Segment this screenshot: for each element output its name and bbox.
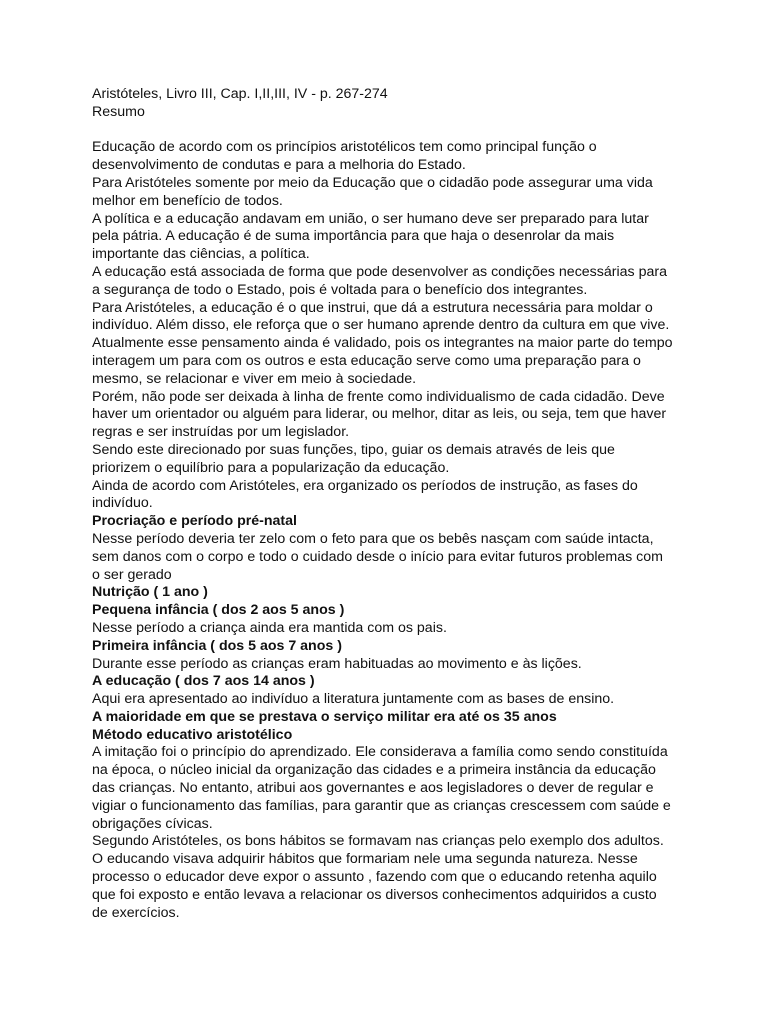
text-line: pela pátria. A educação é de suma importância para que haja o desenrolar da mais <box>92 228 615 245</box>
text-line: A educação está associada de forma que pode desenvolver as condições necessárias para <box>92 263 667 280</box>
section-heading: Nutrição ( 1 ano ) <box>92 584 208 601</box>
document-subtitle: Resumo <box>92 103 145 120</box>
text-line: na época, o núcleo inicial da organização das cidades e a primeira instância da educação <box>92 762 656 779</box>
text-line: Porém, não pode ser deixada à linha de frente como individualismo de cada cidadão. Deve <box>92 388 665 405</box>
text-line: melhor em benefício de todos. <box>92 192 283 209</box>
text-line: mesmo, se relacionar e viver em meio à sociedade. <box>92 370 417 387</box>
text-line: das crianças. No entanto, atribui aos governantes e aos legisladores o dever de regular e <box>92 780 654 797</box>
text-line: priorizem o equilíbrio para a popularização da educação. <box>92 459 450 476</box>
text-line: obrigações cívicas. <box>92 815 213 832</box>
document-body <box>92 86 682 922</box>
text-line: Para Aristóteles somente por meio da Educação que o cidadão pode assegurar uma vida <box>92 174 653 191</box>
text-line: O educando visava adquirir hábitos que formariam nele uma segunda natureza. Nesse <box>92 851 638 868</box>
text-line: Nesse período a criança ainda era mantida com os pais. <box>92 619 447 636</box>
document-text-lines <box>92 139 682 922</box>
text-line: A política e a educação andavam em união, o ser humano deve ser preparado para lutar <box>92 210 649 227</box>
text-line: A imitação foi o princípio do aprendizado. Ele considerava a família como sendo constituída <box>92 744 668 761</box>
text-line: processo o educador deve expor o assunto , fazendo com que o educando retenha aquilo <box>92 869 657 886</box>
text-line: interagem um para com os outros e esta educação serve como uma preparação para o <box>92 352 641 369</box>
text-line: Sendo este direcionado por suas funções, tipo, guiar os demais através de leis que <box>92 441 615 458</box>
text-line: Aqui era apresentado ao indivíduo a literatura juntamente com as bases de ensino. <box>92 691 615 708</box>
section-heading: Método educativo aristotélico <box>92 726 293 743</box>
text-line: Ainda de acordo com Aristóteles, era organizado os períodos de instrução, as fases do <box>92 477 638 494</box>
document-reference-line: Aristóteles, Livro III, Cap. I,II,III, IV - p. 267-274 <box>92 86 388 102</box>
text-line: que foi exposto e então levava a relacionar os diversos conhecimentos adquiridos a custo <box>92 886 657 903</box>
text-line: a segurança de todo o Estado, pois é voltada para o benefício dos integrantes. <box>92 281 588 298</box>
text-line: haver um orientador ou alguém para liderar, ou melhor, ditar as leis, ou seja, tem que haver <box>92 406 667 423</box>
text-line: importante das ciências, a política. <box>92 246 310 263</box>
text-line: o ser gerado <box>92 566 172 583</box>
section-heading: A educação ( dos 7 aos 14 anos ) <box>92 673 315 690</box>
text-line: Educação de acordo com os princípios aristotélicos tem como principal função o <box>92 139 597 156</box>
text-line: desenvolvimento de condutas e para a melhoria do Estado. <box>92 157 466 174</box>
blank-line <box>92 122 682 140</box>
text-line: sem danos com o corpo e todo o cuidado desde o início para evitar futuros problemas com <box>92 548 663 565</box>
text-line: de exercícios. <box>92 904 180 921</box>
text-line: Nesse período deveria ter zelo com o feto para que os bebês nasçam com saúde intacta, <box>92 530 654 547</box>
text-line: regras e ser instruídas por um legislador. <box>92 424 350 441</box>
text-line: indivíduo. <box>92 495 153 512</box>
section-heading: Pequena infância ( dos 2 aos 5 anos ) <box>92 602 345 619</box>
section-heading: Procriação e período pré-natal <box>92 513 297 530</box>
text-line: indivíduo. Além disso, ele reforça que o ser humano aprende dentro da cultura em que vive. <box>92 317 670 334</box>
section-heading: A maioridade em que se prestava o serviço militar era até os 35 anos <box>92 708 557 725</box>
section-heading: Primeira infância ( dos 5 aos 7 anos ) <box>92 637 342 654</box>
text-line: Para Aristóteles, a educação é o que instrui, que dá a estrutura necessária para moldar o <box>92 299 653 316</box>
text-line: vigiar o funcionamento das famílias, para garantir que as crianças crescessem com saúde e <box>92 797 671 814</box>
text-line: Atualmente esse pensamento ainda é validado, pois os integrantes na maior parte do tempo <box>92 335 673 352</box>
text-line: Segundo Aristóteles, os bons hábitos se formavam nas crianças pelo exemplo dos adultos. <box>92 833 664 850</box>
text-line: Durante esse período as crianças eram habituadas ao movimento e às lições. <box>92 655 582 672</box>
